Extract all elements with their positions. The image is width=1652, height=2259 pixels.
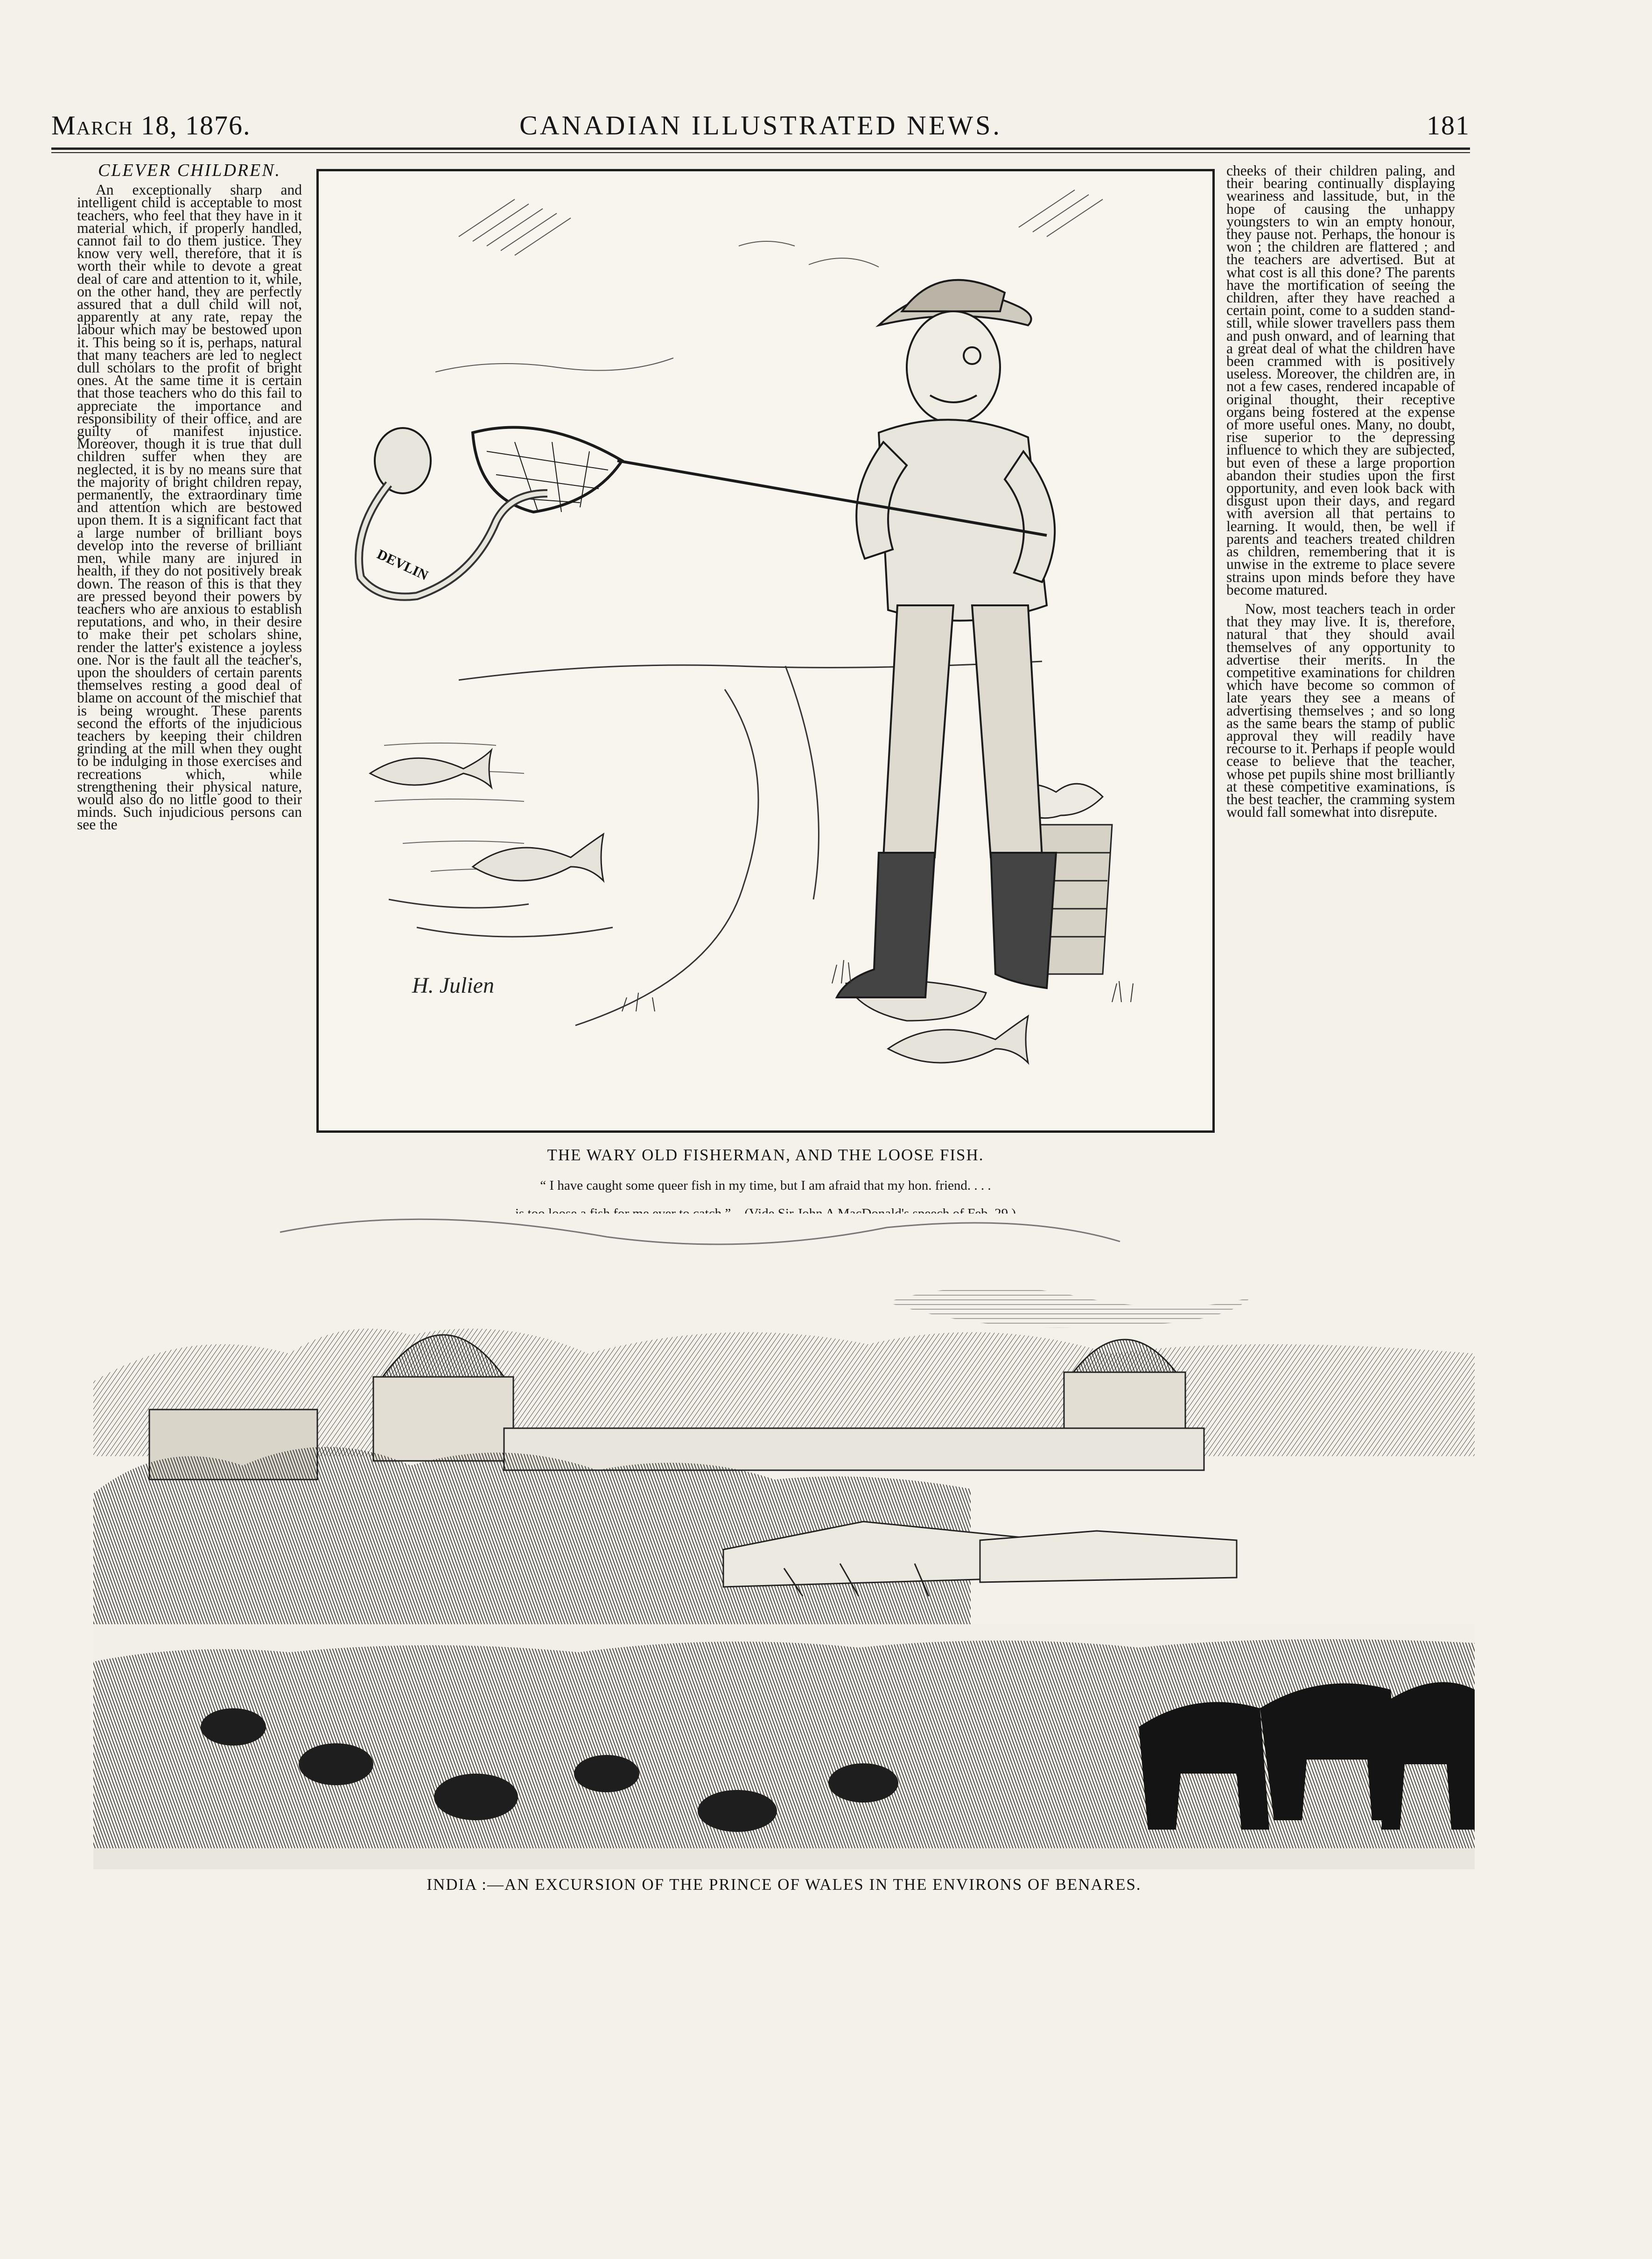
masthead-rule <box>51 147 1470 150</box>
fisherman-figure <box>837 280 1056 997</box>
sky-hatching <box>435 190 1103 372</box>
page-number: 181 <box>1427 110 1470 140</box>
article-heading: CLEVER CHILDREN. <box>98 164 281 180</box>
article-paragraph: Now, most teachers teach in order that they may live. It is, therefore, natural that they should avail themselves of any opportunity to advertise their merits. In the competitive examinations for children which have become so common of late years they see a means of advertising themselves ; and so long as the same bears the stamp of public approval they will readily have recourse to it. Perhaps if people would cease to believe that the teacher, whose pet pupils shine most brilliantly at these competitive examinations, is the best teacher, the cramming system would fall somewhat into disrepute. <box>1226 600 1455 821</box>
issue-date: March 18, 1876. <box>51 110 251 140</box>
eel-label: DEVLIN <box>374 546 431 583</box>
fisherman-cartoon <box>319 171 1212 1130</box>
procession-scene <box>93 1214 1475 1869</box>
engraving-caption: INDIA :—AN EXCURSION OF THE PRINCE OF WALES IN THE ENVIRONS OF BENARES. <box>427 1875 1141 1894</box>
eel-figure <box>359 428 547 597</box>
newspaper-title: CANADIAN ILLUSTRATED NEWS. <box>519 110 1002 140</box>
article-paragraph: An exceptionally sharp and intelligent child is acceptable to most teachers, who feel that they have in it material which, if properly handled, cannot fail to do them justice. They know very well, therefore, that it is worth their while to devote a great deal of care and attention to it, while, on the other hand, they are perfectly assured that a dull child will not, apparently at any rate, repay the labour which may be bestowed upon it. This being so it is, perhaps, natural that many teachers are led to neglect dull scholars to the profit of bright ones. At the same time it is certain that those teachers who do this fail to appreciate the importance and responsibility of their office, and are guilty of manifest injustice. Moreover, though it is true that dull children suffer when they are neglected, it is by no means sure that the majority of bright children repay, permanently, the extraordinary time and attention which are bestowed upon them. It is a significant fact that a large number of brilliant boys develop into the reverse of brilliant men, while many are injured in health, if they do not positively break down. The reason of this is that they are pressed beyond their powers by teachers who are anxious to establish reputations, and who, in their desire to make their pet scholars shine, render the latter's existence a joyless one. Nor is the fault all the teacher's, upon the shoulders of certain parents themselves resting a good deal of blame on account of the mischief that is being wrought. These parents second the efforts of the injudicious teachers by keeping their children grinding at the mill when they ought to be indulging in those exercises and recreations which, while strengthening their physical nature, would also do no little good to their minds. Such injudicious persons can see the <box>77 182 302 833</box>
benares-engraving <box>93 1214 1475 1869</box>
masthead <box>51 105 1470 142</box>
masthead-rule-thin <box>51 152 1470 153</box>
caption-quote-line-1: “ I have caught some queer fish in my time, but I am afraid that my hon. friend. . . . <box>540 1178 991 1193</box>
cartoon-caption-title: THE WARY OLD FISHERMAN, AND THE LOOSE FISH. <box>547 1146 984 1164</box>
article-left-column <box>77 164 302 1158</box>
artist-signature: H. Julien <box>412 973 494 998</box>
cartoon-illustration <box>316 169 1215 1133</box>
article-right-column <box>1226 164 1455 1154</box>
article-paragraph: cheeks of their children paling, and their bearing continually displaying weariness and lassitude, but, in the hope of causing the unhappy youngsters to win an empty honour, they pause not. Perhaps, the honour is won ; the children are flattered ; and the teachers are advertised. But at what cost is all this done? The parents have the mortification of seeing the children, after they have reached a certain point, come to a sudden stand-still, while slower travellers pass them and push onward, and of learning that a great deal of what the children have been crammed with is positively useless. Moreover, the children are, in not a few cases, rendered incapable of original thought, their receptive organs being fostered at the expense of more useful ones. Many, no doubt, rise superior to the depressing influence to which they are subjected, but even of these a large proportion abandon their studies upon the first opportunity, and even look back with disgust upon their days, and regard with aversion all that pertains to learning. It would, then, be well if parents and teachers treated children as children, remembering that it is unwise in the extreme to place severe strains upon minds before they have become matured. <box>1226 164 1455 598</box>
